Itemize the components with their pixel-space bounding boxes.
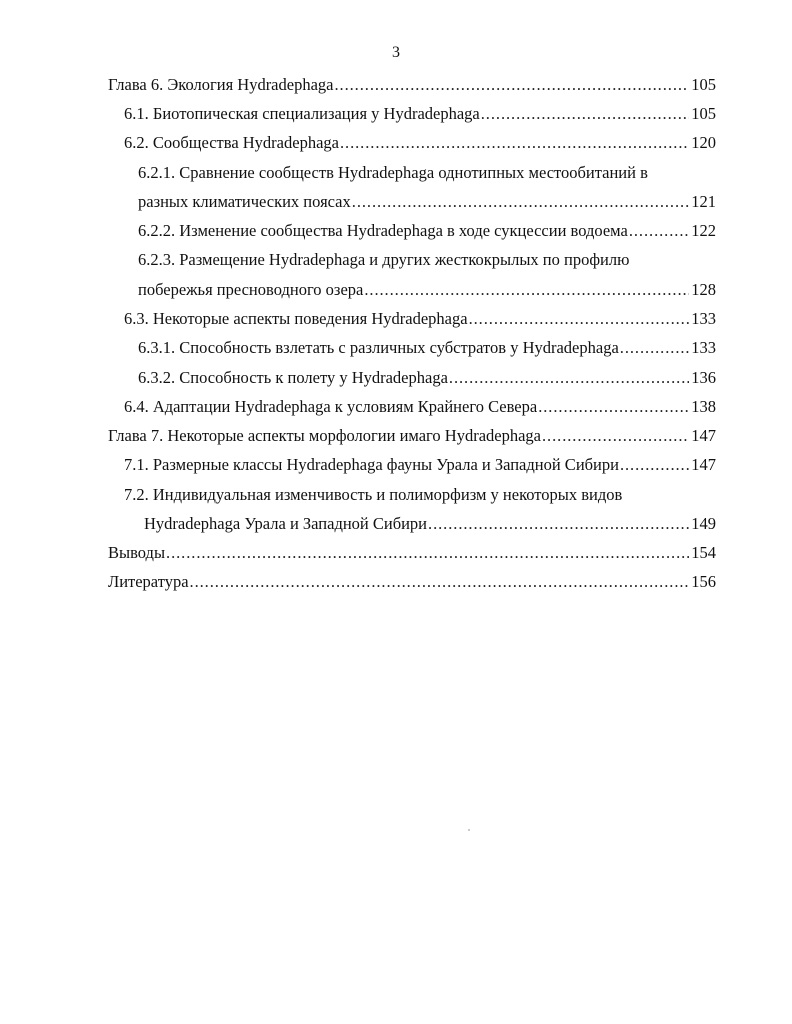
- toc-entry-page: 149: [691, 514, 716, 533]
- toc-entry-title: 6.3.1. Способность взлетать с различных субстратов у Hydradephaga: [138, 338, 619, 357]
- toc-entry-title: 6.2. Сообщества Hydradephaga: [124, 133, 339, 152]
- dot-leader: [190, 567, 690, 596]
- dot-leader: [469, 304, 690, 333]
- dot-leader: [449, 363, 689, 392]
- dot-leader: [334, 70, 689, 99]
- dot-leader: [538, 392, 689, 421]
- toc-entry-title: разных климатических поясах: [138, 192, 351, 211]
- toc-entry-page: 154: [691, 543, 716, 562]
- dot-leader: [629, 216, 689, 245]
- toc-entry-7-2[interactable]: [144, 509, 716, 538]
- toc-entry-page: 122: [691, 221, 716, 240]
- toc-entry-6-2-1[interactable]: [138, 187, 716, 216]
- toc-entry-title: 6.4. Адаптации Hydradephaga к условиям Крайнего Севера: [124, 397, 538, 416]
- toc-entry-page: 156: [691, 572, 716, 591]
- dot-leader: [542, 421, 689, 450]
- toc-entry-6-2-2[interactable]: [138, 216, 716, 245]
- toc-entry-title: 6.2.2. Изменение сообщества Hydradephaga в ходе сукцессии водоема: [138, 221, 628, 240]
- toc-entry-6-3[interactable]: [124, 304, 716, 333]
- toc-entry-title: Литература: [108, 572, 189, 591]
- dot-leader: [428, 509, 689, 538]
- toc-entry-conclusions[interactable]: [108, 538, 716, 567]
- toc-entry-page: 136: [691, 368, 716, 387]
- dot-leader: [166, 538, 689, 567]
- toc-entry-6-2-3[interactable]: [138, 275, 716, 304]
- toc-entry-title: Hydradephaga Урала и Западной Сибири: [144, 514, 428, 533]
- dot-leader: [352, 187, 689, 216]
- dot-leader: [340, 128, 689, 157]
- toc-entry-title: Глава 7. Некоторые аспекты морфологии имаго Hydradephaga: [108, 426, 541, 445]
- toc-entry-chapter-6[interactable]: [108, 70, 716, 99]
- toc-entry-title: Глава 6. Экология Hydradephaga: [108, 75, 334, 94]
- toc-entry-6-3-2[interactable]: [138, 363, 716, 392]
- toc-entry-page: 133: [691, 309, 716, 328]
- toc-entry-page: 138: [691, 397, 716, 416]
- dot-leader: [620, 333, 689, 362]
- toc-entry-page: 128: [691, 280, 716, 299]
- toc-entry-7-2-line1: 7.2. Индивидуальная изменчивость и полиморфизм у некоторых видов: [124, 485, 623, 504]
- toc-entry-page: 105: [691, 104, 716, 123]
- toc-entry-6-3-1[interactable]: [138, 333, 716, 362]
- toc-entry-6-1[interactable]: [124, 99, 716, 128]
- toc-entry-title: побережья пресноводного озера: [138, 280, 364, 299]
- toc-entry-literature[interactable]: [108, 567, 716, 596]
- toc-entry-7-1[interactable]: [124, 450, 716, 479]
- toc-entry-title: 6.3.2. Способность к полету у Hydradephaga: [138, 368, 448, 387]
- toc-entry-title: Выводы: [108, 543, 166, 562]
- toc-entry-title: 6.3. Некоторые аспекты поведения Hydradephaga: [124, 309, 468, 328]
- toc-entry-page: 133: [691, 338, 716, 357]
- dot-leader: [481, 99, 690, 128]
- toc-entry-6-2-1-line1: 6.2.1. Сравнение сообществ Hydradephaga однотипных местообитаний в: [138, 163, 648, 182]
- dot-leader: [364, 275, 689, 304]
- toc-entry-page: 120: [691, 133, 716, 152]
- toc-entry-page: 121: [691, 192, 716, 211]
- toc-entry-page: 147: [691, 455, 716, 474]
- toc-entry-title: 7.1. Размерные классы Hydradephaga фауны Урала и Западной Сибири: [124, 455, 619, 474]
- toc-entry-page: 147: [691, 426, 716, 445]
- toc-entry-page: 105: [691, 75, 716, 94]
- scan-speck: [468, 829, 470, 831]
- toc-entry-chapter-7[interactable]: [108, 421, 716, 450]
- toc-entry-6-4[interactable]: [124, 392, 716, 421]
- toc-entry-title: 6.1. Биотопическая специализация у Hydradephaga: [124, 104, 480, 123]
- page-number: 3: [392, 44, 400, 61]
- toc-entry-6-2[interactable]: [124, 128, 716, 157]
- toc-entry-6-2-3-line1: 6.2.3. Размещение Hydradephaga и других жесткокрылых по профилю: [138, 250, 630, 269]
- dot-leader: [620, 450, 689, 479]
